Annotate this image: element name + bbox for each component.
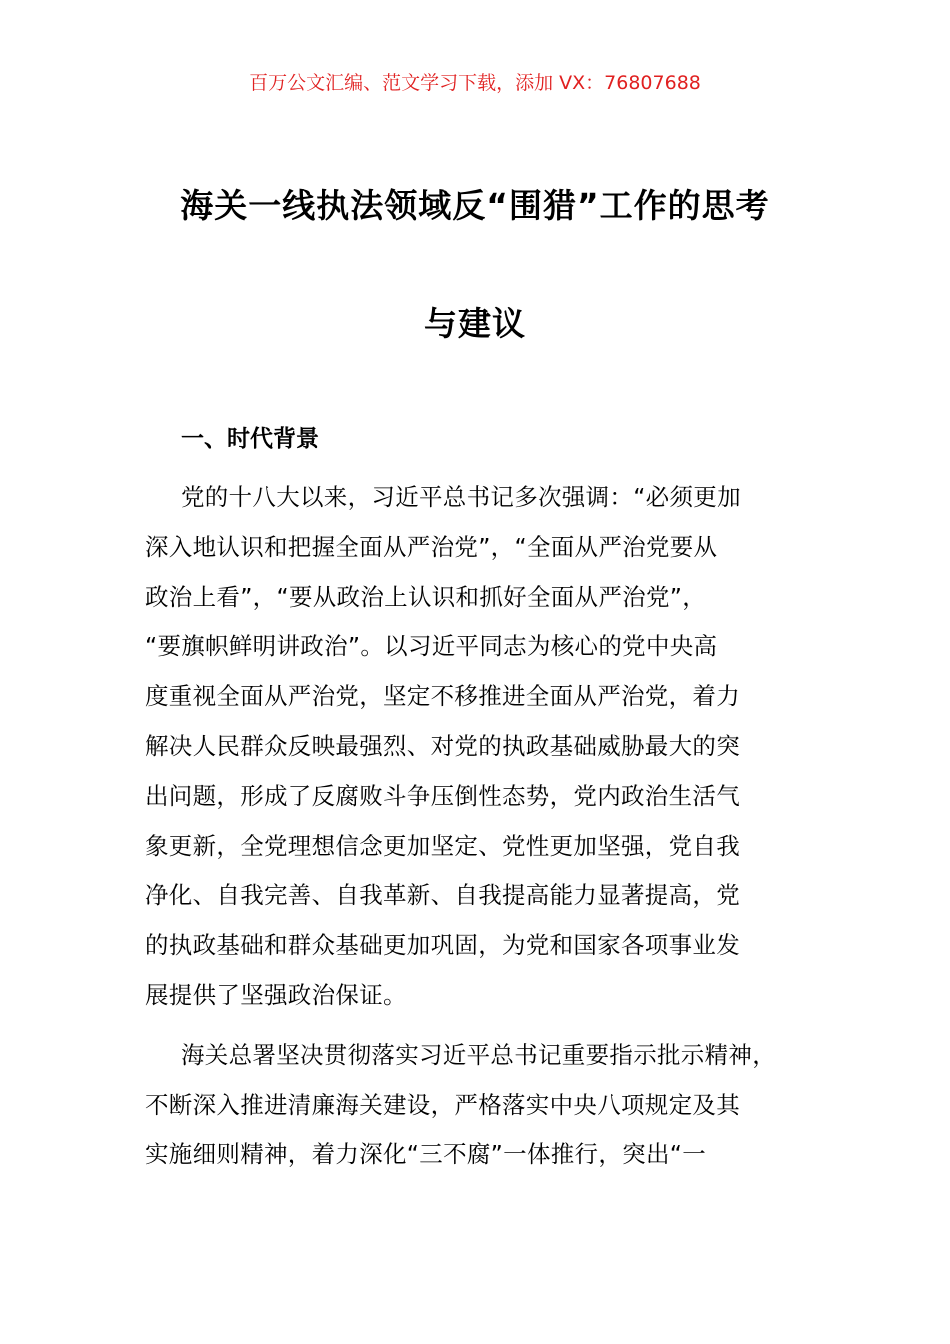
paragraph-line: 展提供了坚强政治保证。 — [145, 980, 407, 1009]
section-heading: 一、时代背景 — [181, 426, 319, 452]
paragraph-line: 党的十八大以来，习近平总书记多次强调：“必须更加 — [181, 483, 741, 511]
paragraph-line: 深入地认识和把握全面从严治党”，“全面从严治党要从 — [145, 532, 718, 561]
paragraph-line: 海关总署坚决贯彻落实习近平总书记重要指示批示精神， — [181, 1040, 776, 1069]
paragraph-line: 净化、自我完善、自我革新、自我提高能力显著提高，党 — [145, 881, 740, 910]
paragraph-line: 度重视全面从严治党，坚定不移推进全面从严治党，着力 — [145, 682, 740, 711]
paragraph-line: 出问题，形成了反腐败斗争压倒性态势，党内政治生活气 — [145, 781, 740, 810]
paragraph-line: “要旗帜鲜明讲政治”。以习近平同志为核心的党中央高 — [145, 632, 718, 661]
paragraph-line: 政治上看”，“要从政治上认识和抓好全面从严治党”， — [145, 582, 707, 611]
paragraph-line: 象更新，全党理想信念更加坚定、党性更加坚强，党自我 — [145, 831, 740, 860]
watermark-header: 百万公文汇编、范文学习下载，添加 VX：76807688 — [249, 72, 701, 94]
paragraph-line: 解决人民群众反映最强烈、对党的执政基础威胁最大的突 — [145, 731, 740, 760]
document-body — [145, 480, 845, 1187]
document-title-line-2: 与建议 — [424, 304, 526, 343]
paragraph-line: 的执政基础和群众基础更加巩固，为党和国家各项事业发 — [145, 931, 740, 960]
paragraph-line: 不断深入推进清廉海关建设，严格落实中央八项规定及其 — [145, 1090, 740, 1119]
paragraph-line: 实施细则精神，着力深化“三不腐”一体推行，突出“一 — [145, 1140, 707, 1169]
document-title-line-1: 海关一线执法领域反“围猎”工作的思考 — [180, 186, 770, 225]
